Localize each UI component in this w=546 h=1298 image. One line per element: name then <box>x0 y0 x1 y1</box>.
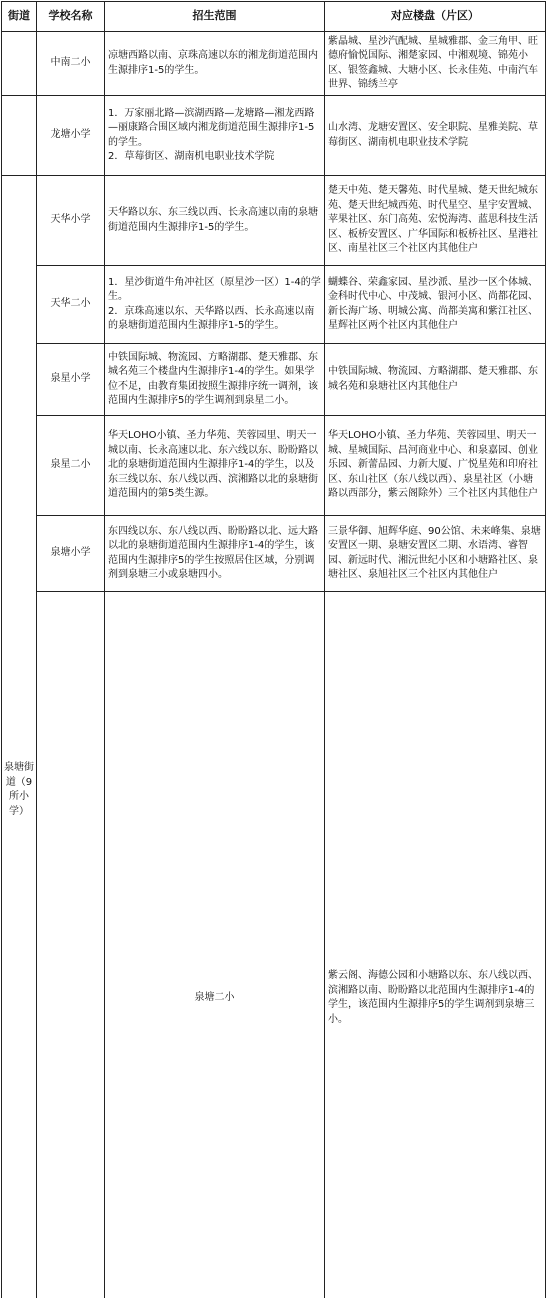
building-list: 蝴蝶谷、荣鑫家园、星沙派、星沙一区个体城、金科时代中心、中茂城、银河小区、尚都花园、新长海广场、明城公寓、尚都美寓和紫江社区、星辉社区两个社区内其他住户 <box>325 266 546 344</box>
enrollment-range: 中铁国际城、物流园、方略湖郡、楚天雅郡、东城名苑三个楼盘内生源排序1-4的学生。如果学位不足，由教育集团按照生源排序统一调剂，该范围内生源排序5的学生调剂到泉星二小。 <box>105 344 325 416</box>
street-cell <box>2 32 37 96</box>
enrollment-range: 华天LOHO小镇、圣力华苑、芙蓉园里、明天一城以南、长永高速以北、东六线以东、盼盼路以北的泉塘街道范围内生源排序1-4的学生，以及东三线以东、东八线以西、滨湘路以北的泉塘街道范围内的第5类生源。 <box>105 416 325 516</box>
school-name: 泉塘小学 <box>37 516 105 592</box>
building-list: 紫晶城、星沙汽配城、星城雅郡、金三角甲、旺德府愉悦国际、湘楚家园、中湘观境、锦苑小区、银签鑫城、大塘小区、长永佳苑、中南汽车世界、锦绣兰亭 <box>325 32 546 96</box>
school-name: 中南二小 <box>37 32 105 96</box>
table-row <box>2 592 546 1298</box>
header-range: 招生范围 <box>105 2 325 32</box>
enrollment-range: 1．星沙街道牛角冲社区（原星沙一区）1-4的学生。 2．京珠高速以东、天华路以西、长永高速以南的泉塘街道范围内生源排序1-5的学生。 <box>105 266 325 344</box>
school-name: 天华小学 <box>37 176 105 266</box>
school-name: 泉星小学 <box>37 344 105 416</box>
street-name: 泉塘街道（9所小学） <box>2 176 37 1298</box>
table-row <box>2 416 546 516</box>
table-row <box>2 32 546 96</box>
table-row <box>2 516 546 592</box>
enrollment-range: 紫云阁、海德公园和小塘路以东、东八线以西、滨湘路以南、盼盼路以北范围内生源排序1-4的学生，该范围内生源排序5的学生调剂到泉塘三小。 <box>325 592 546 1298</box>
table-row <box>2 176 546 266</box>
building-list: 三景华御、旭辉华庭、90公馆、未来峰集、泉塘安置区一期、泉塘安置区二期、水语湾、睿智园、新远时代、湘沅世纪小区和小塘路社区、泉塘社区、泉旭社区三个社区内其他住户 <box>325 516 546 592</box>
school-name: 泉星二小 <box>37 416 105 516</box>
enrollment-table <box>1 1 546 1298</box>
school-name: 泉塘二小 <box>105 592 325 1298</box>
street-cell <box>37 592 105 1298</box>
header-school: 学校名称 <box>37 2 105 32</box>
building-list: 华天LOHO小镇、圣力华苑、芙蓉园里、明天一城、星城国际、昌河商业中心、和泉嘉园、创业乐园、新蕾品园、力新大厦、广悦星苑和印府社区、东山社区（东八线以西）、泉星社区（小塘路以西部分，紫云阁除外）三个社区内其他住户 <box>325 416 546 516</box>
building-list: 中铁国际城、物流园、方略湖郡、楚天雅郡、东城名苑和泉塘社区内其他住户 <box>325 344 546 416</box>
header-row <box>2 2 546 32</box>
enrollment-range: 天华路以东、东三线以西、长永高速以南的泉塘街道范围内生源排序1-5的学生。 <box>105 176 325 266</box>
building-list: 楚天中苑、楚天馨苑、时代星城、楚天世纪城东苑、楚天世纪城西苑、时代星空、星宇安置城、苹果社区、东门高苑、宏悦海湾、蓝思科技生活区、板桥安置区、广华国际和板桥社区、星港社区、南星社区三个社区内其他住户 <box>325 176 546 266</box>
table-row <box>2 344 546 416</box>
table-row <box>2 96 546 176</box>
enrollment-range: 1．万家丽北路—滨湖西路—龙塘路—湘龙西路—丽康路合围区域内湘龙街道范围生源排序1-5的学生。 2．草莓街区、湖南机电职业技术学院 <box>105 96 325 176</box>
header-buildings: 对应楼盘（片区） <box>325 2 546 32</box>
street-cell <box>2 96 37 176</box>
building-list: 山水湾、龙塘安置区、安全职院、星雅美院、草莓街区、湖南机电职业技术学院 <box>325 96 546 176</box>
school-name: 龙塘小学 <box>37 96 105 176</box>
table-row <box>2 266 546 344</box>
header-street: 街道 <box>2 2 37 32</box>
school-name: 天华二小 <box>37 266 105 344</box>
enrollment-range: 东四线以东、东八线以西、盼盼路以北、远大路以北的泉塘街道范围内生源排序1-4的学生，该范围内生源排序5的学生按照居住区域，分别调剂到泉塘三小或泉塘四小。 <box>105 516 325 592</box>
enrollment-range: 凉塘西路以南、京珠高速以东的湘龙街道范围内生源排序1-5的学生。 <box>105 32 325 96</box>
